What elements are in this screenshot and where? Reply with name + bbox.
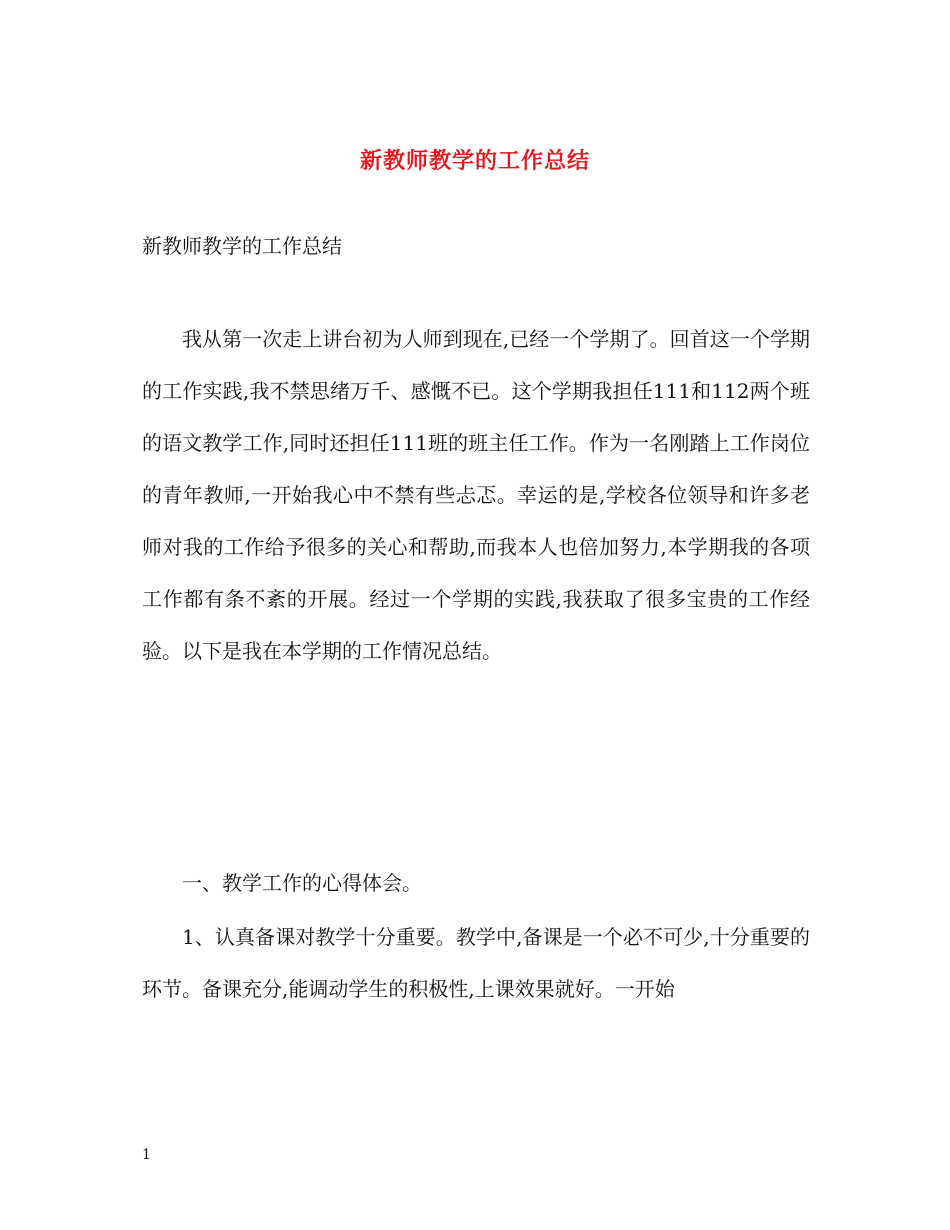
section-heading: 一、教学工作的心得体会。 [182,871,422,895]
paragraph-intro: 我从第一次走上讲台初为人师到现在,已经一个学期了。回首这一个学期的工作实践,我不禁思绪万千、感慨不已。这个学期我担任111和112两个班的语文教学工作,同时还担任111班的班主任工作。作为一名刚踏上工作岗位的青年教师,一开始我心中不禁有些忐忑。幸运的是,学校各位领导和许多老师对我的工作给予很多的关心和帮助,而我本人也倍加努力,本学期我的各项工作都有条不紊的开展。经过一个学期的实践,我获取了很多宝贵的工作经验。以下是我在本学期的工作情况总结。 [142,327,810,663]
page-number: 1 [142,1147,151,1163]
document-title: 新教师教学的工作总结 [359,148,590,174]
paragraph-preparation: 1、认真备课对教学十分重要。教学中,备课是一个必不可少,十分重要的环节。备课充分,能调动学生的积极性,上课效果就好。一开始 [142,925,810,1001]
document-subtitle: 新教师教学的工作总结 [142,234,342,258]
